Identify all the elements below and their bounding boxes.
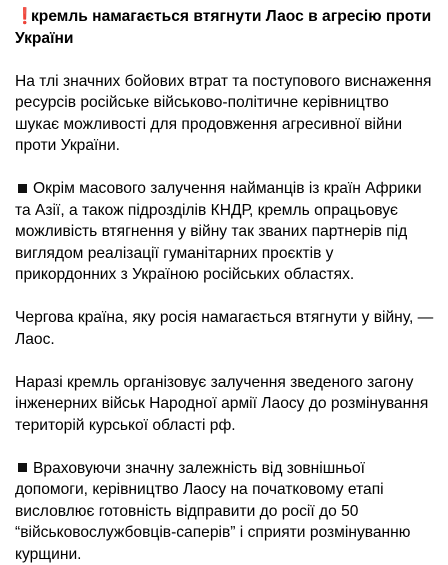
paragraph-4 [15,372,436,437]
paragraph-2 [15,178,436,286]
post-title [15,6,436,49]
exclamation-mark-icon: ❗ [15,8,35,25]
paragraph-1 [15,71,436,157]
paragraph-text: На тлі значних бойових втрат та поступового виснаження ресурсів російське військово-політичне керівництво шукає можливості для продовження агресивної війни проти України. [15,72,432,154]
paragraph-3 [15,307,436,350]
square-bullet-icon [18,463,27,472]
paragraph-5 [15,458,436,565]
paragraph-text: Чергова країна, яку росія намагається втягнути у війну, — Лаос. [15,309,434,348]
paragraph-text: Наразі кремль організовує залучення зведеного загону інженерних військ Народної армії Лаосу до розмінування територій курської області рф. [15,373,429,434]
paragraph-text: Враховуючи значну залежність від зовнішньої допомоги, керівництво Лаосу на початковому етапі висловлює готовність відправити до росії до 50 “військовослужбовців-саперів” і сприяти розмінуванню курщини. [15,459,411,563]
post-title-text: кремль намагається втягнути Лаос в агресію проти України [15,8,432,47]
paragraph-text: Окрім масового залучення найманців із країн Африки та Азії, а також підрозділів КНДР, кремль опрацьовує можливість втягнення у війну так званих партнерів під виглядом реалізації гуманітарних проєктів у прикордонних з Україною російських областях. [15,180,422,283]
square-bullet-icon [18,184,27,193]
